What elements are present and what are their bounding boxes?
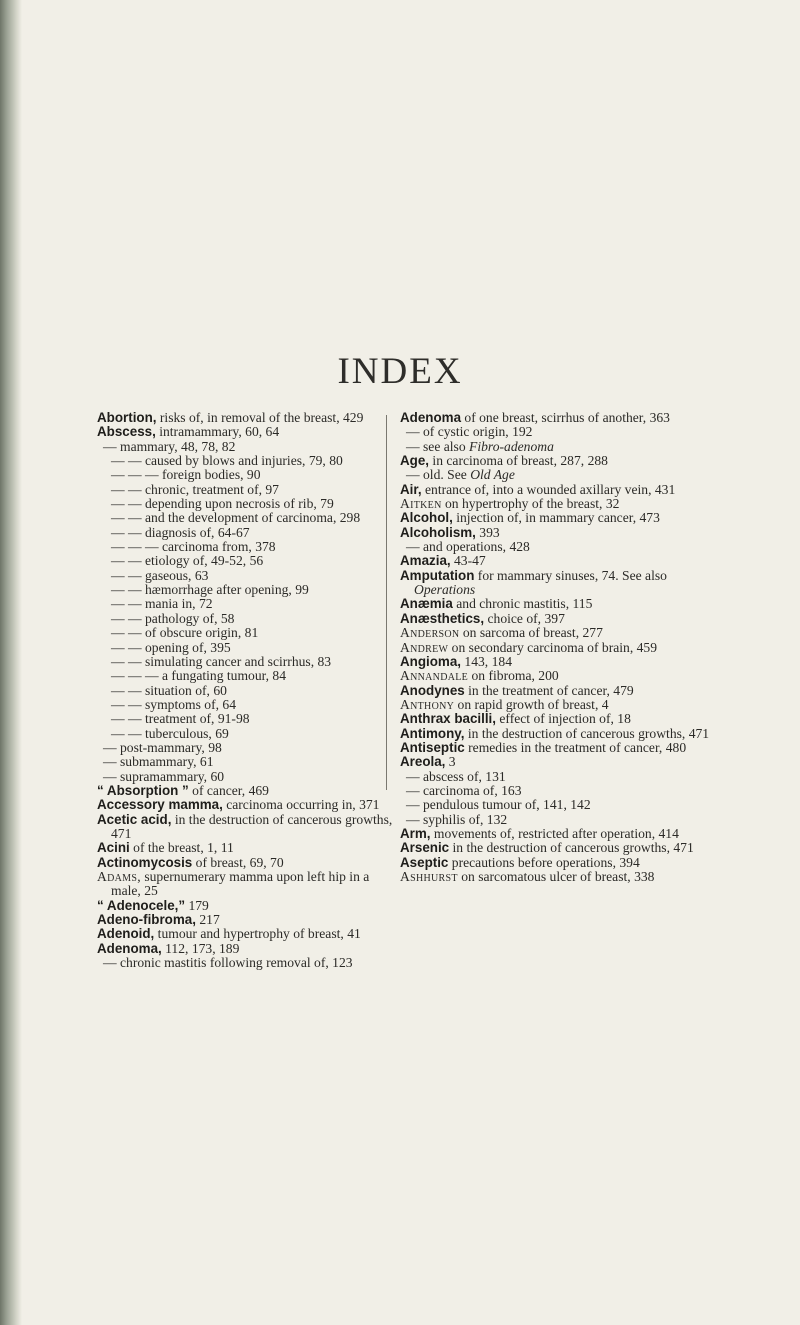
index-entry: — — symptoms of, 64	[111, 696, 236, 712]
index-entry: — — pathology of, 58	[111, 610, 235, 626]
index-entry: Anthrax bacilli, effect of injection of, 18	[400, 711, 631, 727]
index-entry: — see also Fibro-adenoma	[406, 438, 554, 454]
page-edge	[0, 0, 22, 1325]
index-entry: Aitken on hypertrophy of the breast, 32	[400, 496, 620, 512]
index-entry: Abscess, intramammary, 60, 64	[97, 424, 280, 440]
index-entry: — — treatment of, 91-98	[111, 711, 250, 727]
index-entry: — old. See Old Age	[406, 467, 515, 483]
index-entry: Anderson on sarcoma of breast, 277	[400, 625, 603, 641]
index-entry: Anthony on rapid growth of breast, 4	[400, 696, 609, 712]
index-entry: — post-mammary, 98	[103, 739, 222, 755]
index-entry: — — — a fungating tumour, 84	[111, 668, 287, 684]
index-column-left	[97, 411, 397, 970]
index-entry: — and operations, 428	[406, 539, 530, 555]
index-entry: — — chronic, treatment of, 97	[111, 481, 279, 497]
index-entry: Ashhurst on sarcomatous ulcer of breast, 338	[400, 869, 655, 884]
index-entry: Actinomycosis of breast, 69, 70	[97, 854, 284, 870]
index-entry: Anæmia and chronic mastitis, 115	[400, 596, 593, 612]
index-entry: Adams, supernumerary mamma upon left hip in a male, 25	[97, 869, 370, 899]
index-entry: Alcohol, injection of, in mammary cancer, 473	[400, 510, 660, 526]
index-entry: — — simulating cancer and scirrhus, 83	[111, 653, 332, 669]
index-entry: “ Absorption ” of cancer, 469	[97, 782, 269, 798]
index-entry: Adeno-fibroma, 217	[97, 912, 220, 928]
index-entry: Amazia, 43-47	[400, 553, 486, 569]
index-entry: — — situation of, 60	[111, 682, 227, 698]
index-entry: Accessory mamma, carcinoma occurring in, 371	[97, 797, 380, 813]
index-entry: — of cystic origin, 192	[406, 424, 533, 440]
index-entry: — — depending upon necrosis of rib, 79	[111, 496, 334, 512]
index-entry: — — etiology of, 49-52, 56	[111, 553, 264, 569]
index-entry: — — opening of, 395	[111, 639, 231, 655]
index-entry: — submammary, 61	[103, 754, 214, 770]
index-entry: Angioma, 143, 184	[400, 653, 512, 669]
index-entry: Antimony, in the destruction of cancerous growths, 471	[400, 725, 710, 741]
index-entry: — — — carcinoma from, 378	[111, 539, 276, 555]
index-entry: — — — foreign bodies, 90	[111, 467, 261, 483]
index-entry: — — of obscure origin, 81	[111, 625, 259, 641]
index-entry: Annandale on fibroma, 200	[400, 668, 559, 684]
index-entry: — syphilis of, 132	[406, 811, 508, 827]
page-title: INDEX	[337, 351, 463, 392]
index-entry: Adenoid, tumour and hypertrophy of breast, 41	[97, 926, 361, 942]
index-entry: “ Adenocele,” 179	[97, 897, 209, 913]
index-entry: — — hæmorrhage after opening, 99	[111, 582, 309, 598]
index-entry: Anæsthetics, choice of, 397	[400, 610, 565, 626]
column-divider	[386, 415, 387, 790]
index-entry: — — caused by blows and injuries, 79, 80	[111, 453, 343, 469]
index-entry: Adenoma of one breast, scirrhus of another, 363	[400, 410, 670, 425]
index-entry: Age, in carcinoma of breast, 287, 288	[400, 453, 608, 469]
index-entry: — pendulous tumour of, 141, 142	[406, 797, 591, 813]
index-entry: Acini of the breast, 1, 11	[97, 840, 234, 856]
index-entry: Alcoholism, 393	[400, 524, 500, 540]
index-entry: Antiseptic remedies in the treatment of cancer, 480	[400, 739, 687, 755]
index-entry: Aseptic precautions before operations, 394	[400, 854, 640, 870]
index-entry: Air, entrance of, into a wounded axillary vein, 431	[400, 481, 676, 497]
index-entry: Areola, 3	[400, 754, 456, 770]
index-entry: — supramammary, 60	[103, 768, 225, 784]
index-entry: Arsenic in the destruction of cancerous growths, 471	[400, 840, 694, 856]
index-entry: — chronic mastitis following removal of, 123	[103, 955, 353, 971]
index-entry: Abortion, risks of, in removal of the breast, 429	[97, 410, 364, 425]
index-entry: — — diagnosis of, 64-67	[111, 524, 250, 540]
index-entry: — carcinoma of, 163	[406, 782, 522, 798]
index-entry: Amputation for mammary sinuses, 74. See also Operations	[400, 567, 667, 598]
index-entry: Acetic acid, in the destruction of cancerous growths, 471	[97, 811, 393, 841]
index-column-right	[400, 411, 710, 884]
index-entry: Arm, movements of, restricted after operation, 414	[400, 825, 679, 841]
index-entry: — abscess of, 131	[406, 768, 506, 784]
index-entry: — — and the development of carcinoma, 298	[111, 510, 361, 526]
index-entry: — mammary, 48, 78, 82	[103, 438, 236, 454]
index-entry: Anodynes in the treatment of cancer, 479	[400, 682, 634, 698]
index-entry: — — tuberculous, 69	[111, 725, 229, 741]
index-entry: — — gaseous, 63	[111, 567, 209, 583]
index-entry: Andrew on secondary carcinoma of brain, 459	[400, 639, 658, 655]
index-entry: — — mania in, 72	[111, 596, 213, 612]
index-entry: Adenoma, 112, 173, 189	[97, 940, 240, 956]
